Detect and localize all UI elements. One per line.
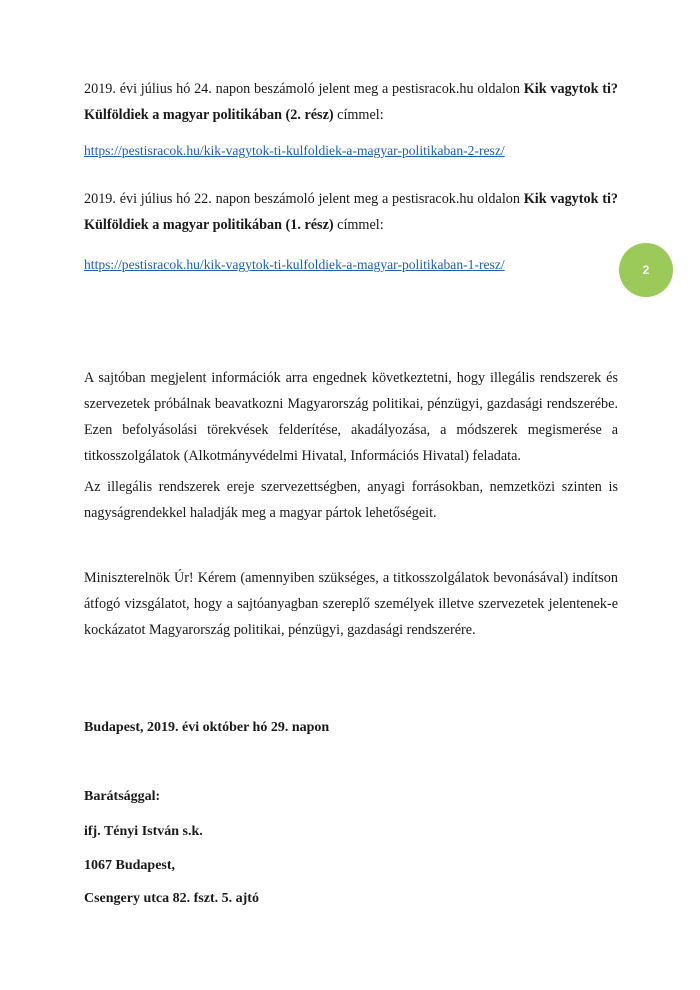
report-2-paragraph xyxy=(84,76,618,128)
report-1-title-part-2: Külföldiek a magyar politikában (1. rész) xyxy=(84,217,334,233)
report-1-title-part-1: Kik vagytok ti? xyxy=(523,191,618,207)
info-line: szervezetek próbálnak beavatkozni Magyarország politikai, pénzügyi, gazdasági rendszerébe. xyxy=(84,396,618,412)
request-line: kockázatot Magyarország politikai, pénzügyi, gazdasági rendszerére. xyxy=(84,622,476,638)
report-1-paragraph xyxy=(84,186,618,238)
info-line: A sajtóban megjelent információk arra engednek következtetni, hogy illegális rendszerek és xyxy=(84,370,618,386)
power-line: Az illegális rendszerek ereje szervezettségben, anyagi forrásokban, nemzetközi szinten is xyxy=(84,479,618,495)
info-line: titkosszolgálatok (Alkotmányvédelmi Hivatal, Információs Hivatal) feladata. xyxy=(84,448,521,464)
request-line: Miniszterelnök Úr! Kérem (amennyiben szükséges, a titkosszolgálatok bevonásával) indítson xyxy=(84,570,618,586)
request-paragraph xyxy=(84,565,618,643)
page-number-badge: 2 xyxy=(619,243,673,297)
report-2-title-part-2: Külföldiek a magyar politikában (2. rész) xyxy=(84,107,334,123)
document-page xyxy=(84,0,618,990)
date-line: Budapest, 2019. évi október hó 29. napon xyxy=(84,720,330,735)
info-line: Ezen befolyásolási törekvések felderítése, akadályozása, a módszerek megismerése a xyxy=(84,422,618,438)
signature-city: 1067 Budapest, xyxy=(84,858,176,873)
report-1-link[interactable]: https://pestisracok.hu/kik-vagytok-ti-kulfoldiek-a-magyar-politikaban-1-resz/ xyxy=(84,257,505,272)
report-2-line-1: 2019. évi július hó 24. napon beszámoló jelent meg a pestisracok.hu oldalon Kik vagytok ti? xyxy=(84,81,618,97)
power-line: nagyságrendekkel haladják meg a magyar pártok lehetőségeit. xyxy=(84,505,437,521)
signature-name: ifj. Tényi István s.k. xyxy=(84,824,203,839)
report-2-title-part-1: Kik vagytok ti? xyxy=(523,81,618,97)
report-2-line-2: Külföldiek a magyar politikában (2. rész) címmel: xyxy=(84,107,384,123)
signature-street: Csengery utca 82. fszt. 5. ajtó xyxy=(84,891,259,906)
request-line: átfogó vizsgálatot, hogy a sajtóanyagban szereplő személyek illetve szervezetek jelentenek-e xyxy=(84,596,618,612)
report-1-line-1: 2019. évi július hó 22. napon beszámoló jelent meg a pestisracok.hu oldalon Kik vagytok ti? xyxy=(84,191,618,207)
report-2-link[interactable]: https://pestisracok.hu/kik-vagytok-ti-kulfoldiek-a-magyar-politikaban-2-resz/ xyxy=(84,143,505,158)
signature-greeting: Barátsággal: xyxy=(84,789,161,804)
report-1-line-2: Külföldiek a magyar politikában (1. rész) címmel: xyxy=(84,217,384,233)
info-paragraph xyxy=(84,365,618,469)
power-paragraph xyxy=(84,474,618,526)
